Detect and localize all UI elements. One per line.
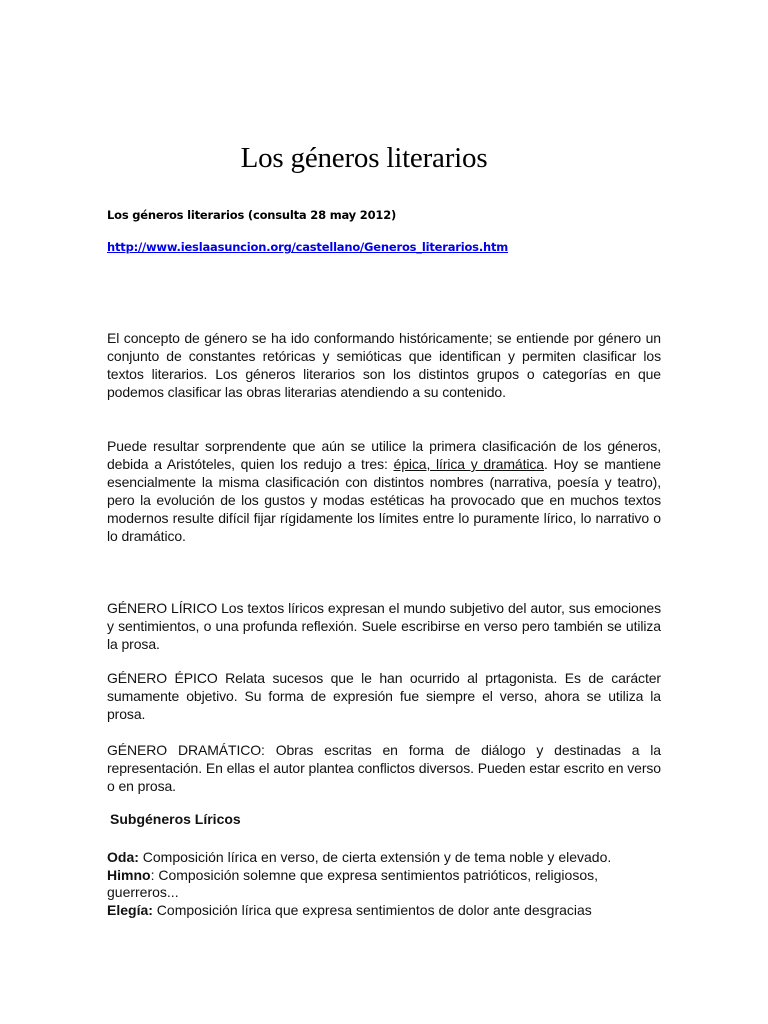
genre-lirico-paragraph: GÉNERO LÍRICO Los textos líricos expresan el mundo subjetivo del autor, sus emociones y sentimientos, o una profunda reflexión. Suele escribirse en verso pero también se utiliza la prosa. <box>107 600 661 652</box>
subgenre-item <box>107 902 661 920</box>
subgenre-definition: : Composición solemne que expresa sentimientos patrióticos, religiosos, guerreros... <box>107 866 599 900</box>
subgenres-heading: Subgéneros Líricos <box>110 811 241 827</box>
classification-text-after: . Hoy se mantiene esencialmente la misma clasificación con distintos nombres (narrativa, poesía y teatro), pero la evolución de los gustos y modas estéticas ha provocado que en muchos textos modernos resulte difícil fijar rígidamente los límites entre lo puramente lírico, lo narrativo o lo dramático. <box>107 456 661 544</box>
genre-epico-paragraph: GÉNERO ÉPICO Relata sucesos que le han ocurrido al prtagonista. Es de carácter sumamente objetivo. Su forma de expresión fue siempre el verso, ahora se utiliza la prosa. <box>107 670 661 722</box>
genre-dramatico-paragraph: GÉNERO DRAMÁTICO: Obras escritas en forma de diálogo y destinadas a la representación. En ellas el autor plantea conflictos diversos. Pueden estar escrito en verso o en prosa. <box>107 742 661 794</box>
classification-text-before: Puede resultar sorprendente que aún se utilice la primera clasificación de los géneros, debida a Aristóteles, quien los redujo a tres: <box>107 438 661 472</box>
subgenres-list <box>107 849 661 919</box>
subgenre-item <box>107 849 661 867</box>
classification-underlined: épica, lírica y dramática <box>393 456 544 472</box>
source-link[interactable]: http://www.ieslaasuncion.org/castellano/Generos_literarios.htm <box>107 240 509 254</box>
intro-paragraph: El concepto de género se ha ido conformando históricamente; se entiende por género un conjunto de constantes retóricas y semióticas que identifican y permiten clasificar los textos literarios. Los géneros literarios son los distintos grupos o categorías en que podemos clasificar las obras literarias atendiendo a su contenido. <box>107 330 661 400</box>
subgenre-definition: Composición lírica en verso, de cierta extensión y de tema noble y elevado. <box>138 849 612 865</box>
classification-paragraph <box>107 437 661 545</box>
subgenre-term: Himno <box>107 866 151 883</box>
subgenre-term: Elegía: <box>107 901 153 918</box>
citation-text: Los géneros literarios (consulta 28 may 2012) <box>107 208 397 222</box>
page-title: Los géneros literarios <box>240 142 488 174</box>
subgenre-definition: Composición lírica que expresa sentimientos de dolor ante desgracias <box>152 901 592 918</box>
subgenre-item <box>107 867 661 902</box>
subgenre-term: Oda: <box>107 849 139 865</box>
